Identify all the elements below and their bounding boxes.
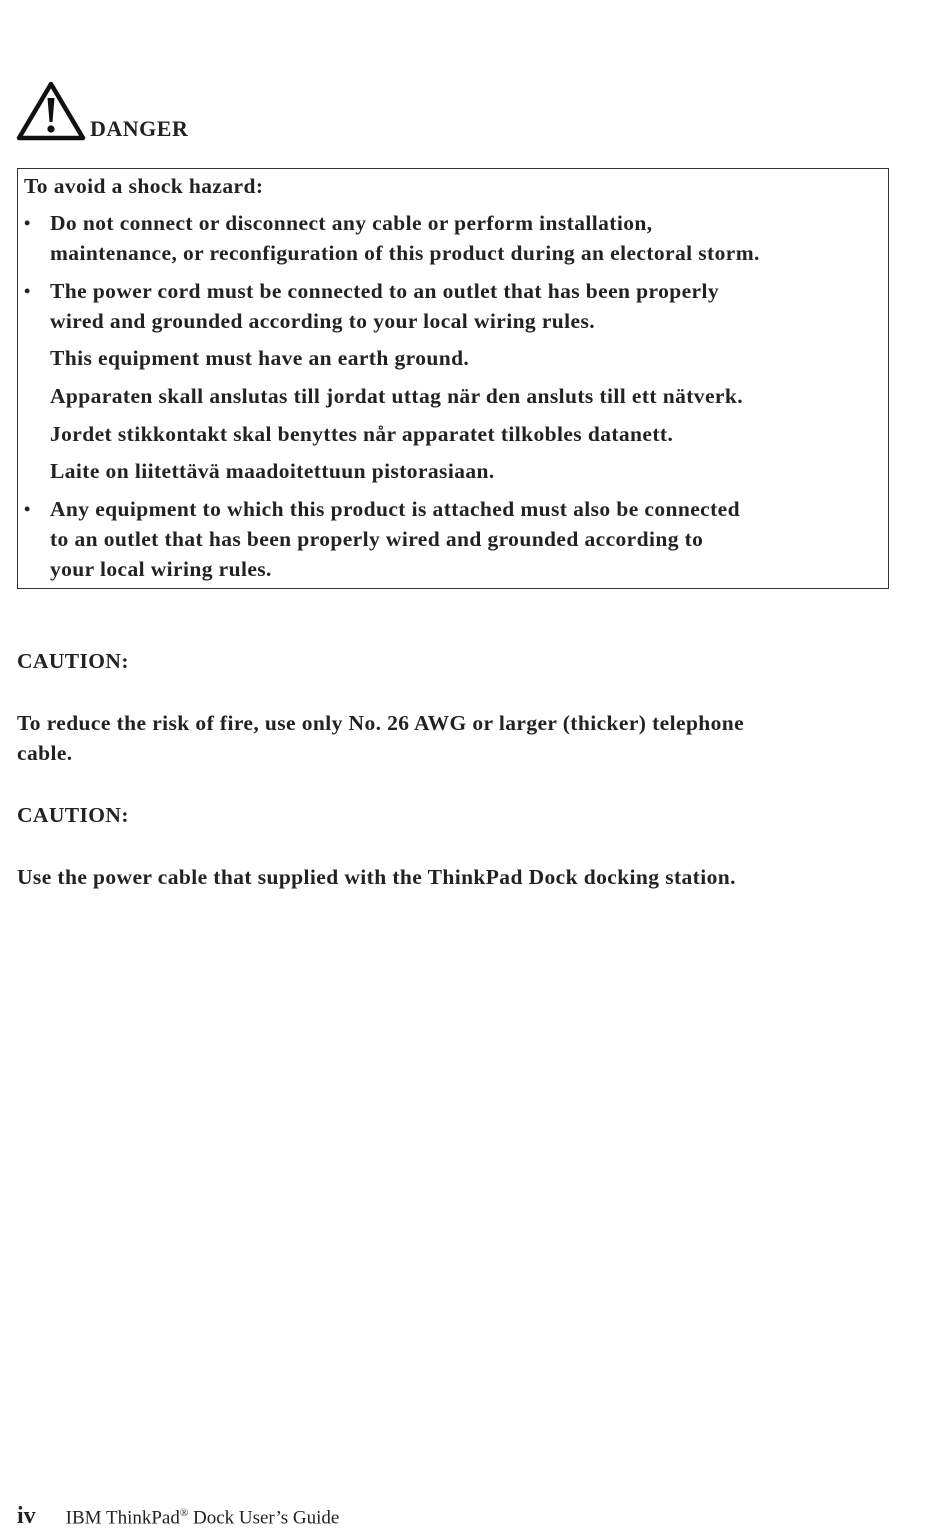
registered-mark: ® xyxy=(179,1506,189,1519)
bullet1-line2: maintenance, or reconfiguration of this product during an electoral storm. xyxy=(50,241,760,265)
danger-intro: To avoid a shock hazard: xyxy=(24,174,264,198)
document-title xyxy=(66,1507,340,1529)
bullet2-sub1: This equipment must have an earth ground. xyxy=(50,346,470,370)
document-title-pre: IBM ThinkPad xyxy=(65,1507,180,1528)
bullet-marker: • xyxy=(24,281,31,301)
bullet2-sub4: Laite on liitettävä maadoitettuun pistorasiaan. xyxy=(50,459,495,483)
bullet3-line1: Any equipment to which this product is attached must also be connected xyxy=(50,497,740,521)
document-title-post: Dock User’s Guide xyxy=(188,1507,340,1528)
page-number: iv xyxy=(17,1503,36,1529)
bullet-marker: • xyxy=(24,213,31,233)
bullet3-line3: your local wiring rules. xyxy=(50,557,272,581)
bullet2-sub3: Jordet stikkontakt skal benyttes når apparatet tilkobles datanett. xyxy=(50,422,674,446)
danger-title: DANGER xyxy=(90,116,189,141)
bullet3-line2: to an outlet that has been properly wired and grounded according to xyxy=(50,527,704,551)
bullet2-line2: wired and grounded according to your local wiring rules. xyxy=(50,309,596,333)
danger-box xyxy=(17,168,889,589)
bullet1-line1: Do not connect or disconnect any cable or perform installation, xyxy=(50,211,653,235)
warning-triangle-icon xyxy=(16,80,86,142)
page-footer xyxy=(17,1503,339,1530)
caution2-label: CAUTION: xyxy=(17,803,129,827)
caution1-line2: cable. xyxy=(17,741,73,765)
bullet2-line1: The power cord must be connected to an outlet that has been properly xyxy=(50,279,719,303)
caution1-line1: To reduce the risk of fire, use only No. 26 AWG or larger (thicker) telephone xyxy=(17,711,745,735)
danger-header xyxy=(16,78,188,142)
caution2-line1: Use the power cable that supplied with the ThinkPad Dock docking station. xyxy=(17,865,736,889)
caution1-label: CAUTION: xyxy=(17,649,129,673)
bullet-marker: • xyxy=(24,499,31,519)
bullet2-sub2: Apparaten skall anslutas till jordat uttag när den ansluts till ett nätverk. xyxy=(50,384,743,408)
